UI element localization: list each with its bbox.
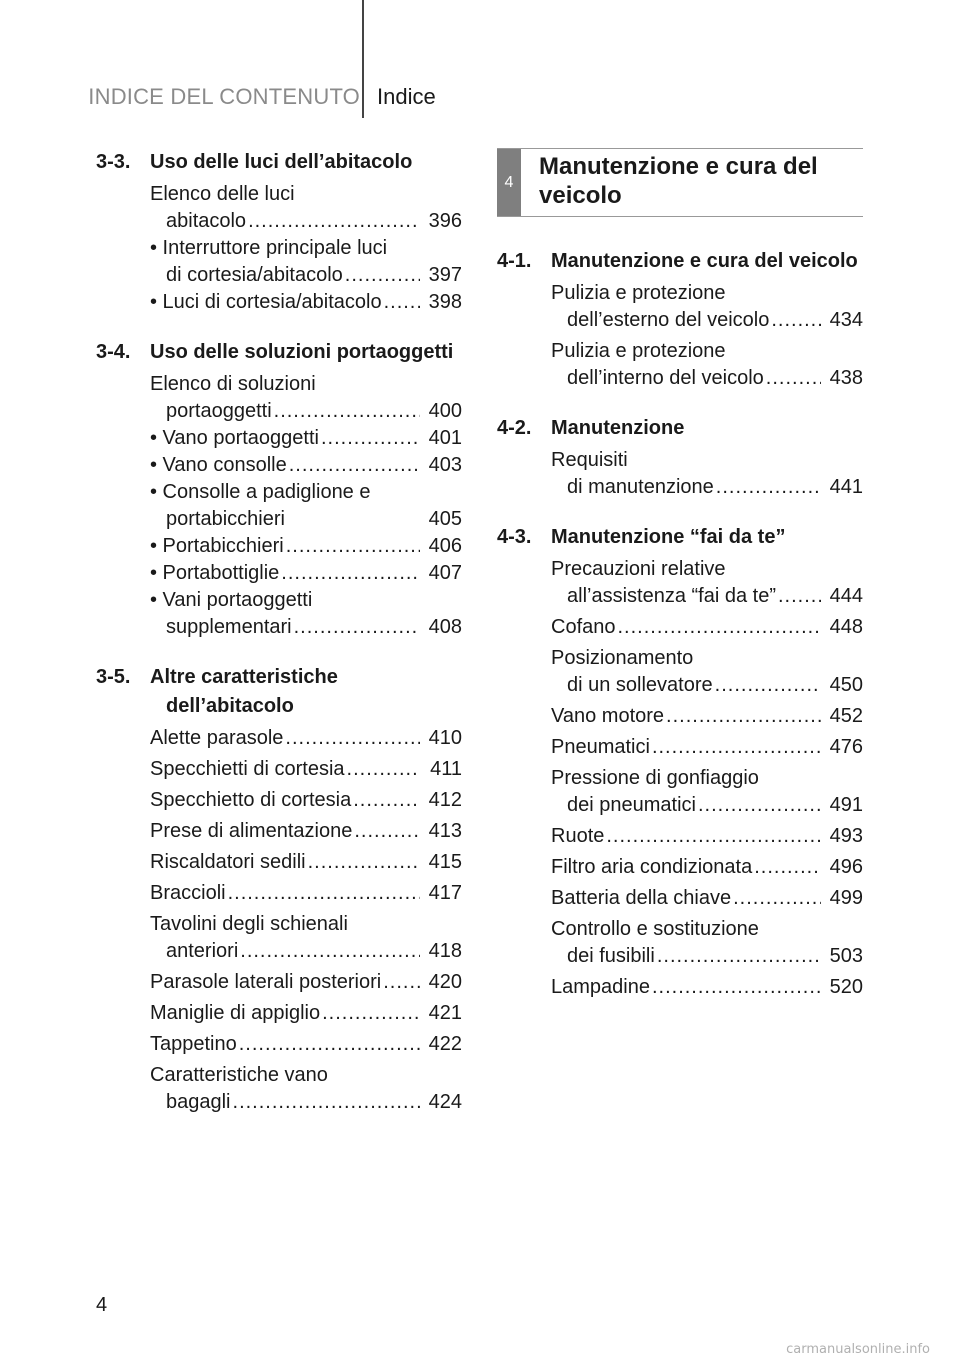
entry-label-line2-row xyxy=(551,474,825,501)
entry-page-number: 412 xyxy=(428,789,462,811)
entry-label-line2: dei fusibili xyxy=(567,945,655,967)
entry-label-line2-row xyxy=(150,208,424,235)
entry-page-number: 400 xyxy=(428,400,462,422)
entry-label-line2: di cortesia/abitacolo xyxy=(166,264,343,286)
entry-label-row xyxy=(150,425,424,452)
entry-label-line1: Posizionamento xyxy=(551,647,694,669)
entry-label-line2-row xyxy=(150,1089,424,1116)
entry-page-number: 418 xyxy=(428,940,462,962)
dot-leader xyxy=(618,614,822,641)
toc-entry[interactable] xyxy=(150,533,462,560)
toc-entry[interactable] xyxy=(150,235,462,289)
entry-label-line1: Elenco di soluzioni xyxy=(150,373,316,395)
section-heading[interactable] xyxy=(96,148,462,177)
entry-label-line1: • Consolle a padiglione e xyxy=(150,481,371,503)
section-entries xyxy=(96,371,462,641)
dot-leader xyxy=(345,262,420,289)
dot-leader xyxy=(308,849,420,876)
entry-label xyxy=(150,1031,424,1058)
entry-label-line1: • Interruttore principale luci xyxy=(150,237,388,259)
entry-label-line1: Filtro aria condizionata xyxy=(551,856,753,878)
toc-entry[interactable] xyxy=(551,338,863,392)
section-number: 4-2. xyxy=(497,417,532,439)
entry-page-number: 401 xyxy=(428,427,462,449)
entry-label-row xyxy=(150,725,424,752)
section-title: Altre caratteristiche dell’abitacolo xyxy=(150,666,338,717)
entry-label xyxy=(150,1062,424,1116)
toc-entry[interactable] xyxy=(150,587,462,641)
section-entries xyxy=(497,280,863,392)
entry-label-line2-row xyxy=(150,938,424,965)
entry-label-line2: supplementari xyxy=(166,616,292,638)
dot-leader xyxy=(347,756,420,783)
entry-label-line1: Pneumatici xyxy=(551,736,650,758)
toc-entry[interactable] xyxy=(150,911,462,965)
toc-entry[interactable] xyxy=(150,289,462,316)
entry-page-number: 410 xyxy=(428,727,462,749)
dot-leader xyxy=(778,583,821,610)
entry-label-line1: Vano motore xyxy=(551,705,665,727)
entry-label-line1: Tavolini degli schienali xyxy=(150,913,348,935)
toc-entry[interactable] xyxy=(551,447,863,501)
section-entries xyxy=(96,181,462,316)
entry-label-row xyxy=(150,1031,424,1058)
entry-label xyxy=(551,765,825,819)
entry-label-line2: dei pneumatici xyxy=(567,794,696,816)
entry-label-line2: dell’interno del veicolo xyxy=(567,367,764,389)
entry-label xyxy=(551,916,825,970)
entry-label-row xyxy=(150,533,424,560)
entry-label-line1: Braccioli xyxy=(150,882,226,904)
toc-entry[interactable] xyxy=(150,969,462,996)
entry-label xyxy=(150,1000,424,1027)
toc-entry[interactable] xyxy=(551,645,863,699)
dot-leader xyxy=(321,425,420,452)
entry-page-number: 421 xyxy=(428,1002,462,1024)
dot-leader xyxy=(240,938,420,965)
header-divider xyxy=(362,0,364,118)
entry-page-number: 398 xyxy=(428,291,462,313)
section-heading[interactable] xyxy=(96,338,462,367)
entry-label-line1: Pulizia e protezione xyxy=(551,340,726,362)
entry-label xyxy=(150,289,424,316)
entry-label-line2: portaoggetti xyxy=(166,400,272,422)
section-heading[interactable] xyxy=(497,247,863,276)
toc-entry[interactable] xyxy=(150,1062,462,1116)
toc-entry[interactable] xyxy=(150,560,462,587)
toc-entry[interactable] xyxy=(150,479,462,533)
section-number: 3-5. xyxy=(96,666,131,688)
toc-right-column xyxy=(497,148,863,1023)
toc-entry[interactable] xyxy=(150,880,462,907)
entry-label-line1: Controllo e sostituzione xyxy=(551,918,759,940)
entry-label xyxy=(551,556,825,610)
entry-page-number: 493 xyxy=(829,825,863,847)
entry-label-line1: Caratteristiche vano xyxy=(150,1064,328,1086)
toc-entry[interactable] xyxy=(551,765,863,819)
entry-label-line2: anteriori xyxy=(166,940,239,962)
section-entries xyxy=(497,556,863,1001)
entry-label xyxy=(150,371,424,425)
entry-page-number: 438 xyxy=(829,367,863,389)
toc-section xyxy=(96,338,462,641)
toc-left-column xyxy=(96,148,462,1138)
entry-label-row xyxy=(150,818,424,845)
entry-label-line2-row xyxy=(551,583,825,610)
entry-label xyxy=(150,911,424,965)
entry-page-number: 411 xyxy=(430,758,462,780)
section-entries xyxy=(96,725,462,1116)
entry-label xyxy=(150,969,424,996)
entry-label xyxy=(150,880,424,907)
entry-label xyxy=(150,725,424,752)
entry-page-number: 441 xyxy=(829,476,863,498)
entry-label-line1: Maniglie di appiglio xyxy=(150,1002,321,1024)
entry-label xyxy=(551,703,825,730)
section-title: Manutenzione e cura del veicolo xyxy=(551,250,858,272)
entry-label xyxy=(150,756,424,783)
dot-leader xyxy=(606,823,821,850)
entry-page-number: 450 xyxy=(829,674,863,696)
dot-leader xyxy=(354,818,420,845)
entry-label xyxy=(551,645,825,699)
entry-page-number: 503 xyxy=(829,945,863,967)
entry-label-line1: Specchietto di cortesia xyxy=(150,789,352,811)
entry-label xyxy=(551,734,825,761)
toc-entry[interactable] xyxy=(551,614,863,641)
entry-label-line2: portabicchieri xyxy=(166,508,285,530)
dot-leader xyxy=(281,560,420,587)
entry-page-number: 444 xyxy=(829,585,863,607)
entry-page-number: 413 xyxy=(428,820,462,842)
section-number: 4-3. xyxy=(497,526,532,548)
toc-entry[interactable] xyxy=(150,425,462,452)
entry-label-line1: Elenco delle luci xyxy=(150,183,295,205)
section-title: Manutenzione xyxy=(551,417,685,439)
entry-page-number: 420 xyxy=(428,971,462,993)
entry-page-number: 405 xyxy=(428,508,462,530)
entry-page-number: 452 xyxy=(829,705,863,727)
watermark: carmanualsonline.info xyxy=(786,1342,930,1357)
entry-label-line2-row xyxy=(150,398,424,425)
toc-entry[interactable] xyxy=(551,556,863,610)
entry-page-number: 406 xyxy=(428,535,462,557)
entry-page-number: 520 xyxy=(829,976,863,998)
toc-entry[interactable] xyxy=(551,885,863,912)
entry-page-number: 403 xyxy=(428,454,462,476)
entry-label-line1: • Luci di cortesia/abitacolo xyxy=(150,291,382,313)
header-section-label[interactable]: Indice xyxy=(377,84,436,109)
header-contents-label[interactable]: INDICE DEL CONTENUTO xyxy=(88,84,360,109)
entry-label xyxy=(551,885,825,912)
entry-label xyxy=(150,560,424,587)
entry-label-line1: • Portabottiglie xyxy=(150,562,280,584)
entry-page-number: 417 xyxy=(428,882,462,904)
entry-label-row xyxy=(150,756,424,783)
entry-label xyxy=(150,425,424,452)
entry-label-row xyxy=(150,452,424,479)
dot-leader xyxy=(657,943,821,970)
entry-page-number: 499 xyxy=(829,887,863,909)
entry-label xyxy=(150,181,424,235)
section-number: 3-3. xyxy=(96,151,131,173)
dot-leader xyxy=(233,1089,420,1116)
entry-label-line1: • Vano portaoggetti xyxy=(150,427,319,449)
dot-leader xyxy=(384,289,420,316)
toc-entry[interactable] xyxy=(551,854,863,881)
entry-page-number: 424 xyxy=(428,1091,462,1113)
dot-leader xyxy=(771,307,821,334)
section-title: Uso delle luci dell’abitacolo xyxy=(150,151,413,173)
dot-leader xyxy=(698,792,821,819)
entry-label-line1: Requisiti xyxy=(551,449,628,471)
toc-entry[interactable] xyxy=(551,916,863,970)
entry-label-line2-row xyxy=(551,307,825,334)
entry-label-line1: • Vani portaoggetti xyxy=(150,589,313,611)
toc-entry[interactable] xyxy=(150,849,462,876)
entry-page-number: 496 xyxy=(829,856,863,878)
entry-label-row xyxy=(150,969,424,996)
dot-leader xyxy=(754,854,821,881)
toc-entry[interactable] xyxy=(551,703,863,730)
entry-page-number: 448 xyxy=(829,616,863,638)
entry-label-line2-row xyxy=(150,506,424,533)
entry-label-line1: Specchietti di cortesia xyxy=(150,758,345,780)
entry-label-line1: Lampadine xyxy=(551,976,650,998)
entry-label-row xyxy=(551,734,825,761)
dot-leader xyxy=(733,885,821,912)
entry-label-row xyxy=(551,703,825,730)
toc-section xyxy=(497,414,863,501)
entry-label xyxy=(150,235,424,289)
dot-leader xyxy=(716,474,821,501)
entry-label-row xyxy=(150,849,424,876)
toc-entry[interactable] xyxy=(551,280,863,334)
dot-leader xyxy=(228,880,420,907)
entry-label-row xyxy=(150,289,424,316)
entry-label xyxy=(150,587,424,641)
dot-leader xyxy=(289,452,420,479)
toc-entry[interactable] xyxy=(551,974,863,1001)
toc-entry[interactable] xyxy=(150,452,462,479)
entry-page-number: 396 xyxy=(428,210,462,232)
entry-label xyxy=(150,849,424,876)
section-entries xyxy=(497,447,863,501)
toc-section xyxy=(497,247,863,392)
entry-label xyxy=(551,974,825,1001)
dot-leader xyxy=(286,533,420,560)
toc-entry[interactable] xyxy=(150,818,462,845)
dot-leader xyxy=(652,974,821,1001)
entry-label-row xyxy=(150,880,424,907)
toc-section xyxy=(497,523,863,1001)
entry-page-number: 491 xyxy=(829,794,863,816)
toc-section xyxy=(96,663,462,1116)
toc-entry[interactable] xyxy=(551,823,863,850)
toc-section xyxy=(96,148,462,316)
entry-page-number: 408 xyxy=(428,616,462,638)
entry-label-row xyxy=(551,614,825,641)
section-number: 3-4. xyxy=(96,341,131,363)
page-number: 4 xyxy=(96,1294,108,1316)
entry-label xyxy=(150,787,424,814)
entry-label-line1: Alette parasole xyxy=(150,727,284,749)
entry-label-line2: dell’esterno del veicolo xyxy=(567,309,770,331)
entry-label-row xyxy=(150,787,424,814)
entry-label-line1: Riscaldatori sedili xyxy=(150,851,306,873)
toc-entry[interactable] xyxy=(150,787,462,814)
entry-label-line2-row xyxy=(551,672,825,699)
entry-label xyxy=(551,447,825,501)
entry-label xyxy=(551,854,825,881)
entry-label-line2-row xyxy=(551,943,825,970)
entry-page-number: 476 xyxy=(829,736,863,758)
entry-label-line1: Pressione di gonfiaggio xyxy=(551,767,759,789)
page-header xyxy=(0,0,960,120)
entry-label xyxy=(551,280,825,334)
entry-label xyxy=(150,533,424,560)
toc-entry[interactable] xyxy=(150,371,462,425)
section-heading[interactable] xyxy=(497,523,863,552)
entry-label-line2: di manutenzione xyxy=(567,476,714,498)
entry-label-line2: di un sollevatore xyxy=(567,674,713,696)
entry-label xyxy=(551,823,825,850)
chapter-title: Manutenzione e cura del veicolo xyxy=(521,149,863,216)
entry-page-number: 422 xyxy=(428,1033,462,1055)
entry-label-row xyxy=(150,560,424,587)
entry-page-number: 415 xyxy=(428,851,462,873)
entry-label xyxy=(150,479,424,533)
entry-page-number: 434 xyxy=(829,309,863,331)
dot-leader xyxy=(353,787,420,814)
dot-leader xyxy=(274,398,420,425)
toc-entry[interactable] xyxy=(150,1031,462,1058)
entry-label-row xyxy=(551,885,825,912)
entry-label-line2-row xyxy=(551,365,825,392)
toc-entry[interactable] xyxy=(551,734,863,761)
entry-label-row xyxy=(551,974,825,1001)
toc-entry[interactable] xyxy=(150,1000,462,1027)
entry-label-row xyxy=(551,854,825,881)
chapter-number-tab: 4 xyxy=(497,149,521,216)
entry-label-row xyxy=(150,1000,424,1027)
entry-label-line2: abitacolo xyxy=(166,210,247,232)
entry-page-number: 407 xyxy=(428,562,462,584)
entry-label-line1: • Vano consolle xyxy=(150,454,287,476)
entry-label-line2-row xyxy=(150,262,424,289)
entry-page-number: 397 xyxy=(428,264,462,286)
dot-leader xyxy=(239,1031,420,1058)
entry-label-line1: Precauzioni relative xyxy=(551,558,726,580)
entry-label-line1: Tappetino xyxy=(150,1033,237,1055)
dot-leader xyxy=(715,672,821,699)
entry-label-line1: Parasole laterali posteriori xyxy=(150,971,382,993)
toc-entry[interactable] xyxy=(150,725,462,752)
section-heading[interactable] xyxy=(497,414,863,443)
entry-label-row xyxy=(551,823,825,850)
entry-label xyxy=(150,452,424,479)
section-title: Uso delle soluzioni portaoggetti xyxy=(150,341,454,363)
entry-label-line1: Pulizia e protezione xyxy=(551,282,726,304)
section-heading[interactable] xyxy=(96,663,462,721)
toc-entry[interactable] xyxy=(150,181,462,235)
dot-leader xyxy=(383,969,420,996)
entry-label-line1: Batteria della chiave xyxy=(551,887,732,909)
entry-label-line2: bagagli xyxy=(166,1091,231,1113)
entry-label-line2-row xyxy=(150,614,424,641)
dot-leader xyxy=(666,703,821,730)
entry-label-line1: Ruote xyxy=(551,825,605,847)
section-number: 4-1. xyxy=(497,250,532,272)
entry-label-line2-row xyxy=(551,792,825,819)
chapter-heading xyxy=(497,148,863,217)
entry-label-line1: • Portabicchieri xyxy=(150,535,284,557)
dot-leader xyxy=(285,725,420,752)
dot-leader xyxy=(294,614,420,641)
dot-leader xyxy=(652,734,821,761)
entry-label xyxy=(551,614,825,641)
dot-leader xyxy=(322,1000,420,1027)
dot-leader xyxy=(248,208,420,235)
toc-entry[interactable] xyxy=(150,756,462,783)
entry-label xyxy=(551,338,825,392)
dot-leader xyxy=(766,365,821,392)
entry-label-line1: Cofano xyxy=(551,616,616,638)
entry-label xyxy=(150,818,424,845)
section-title: Manutenzione “fai da te” xyxy=(551,526,786,548)
entry-label-line1: Prese di alimentazione xyxy=(150,820,353,842)
entry-label-line2: all’assistenza “fai da te” xyxy=(567,585,776,607)
